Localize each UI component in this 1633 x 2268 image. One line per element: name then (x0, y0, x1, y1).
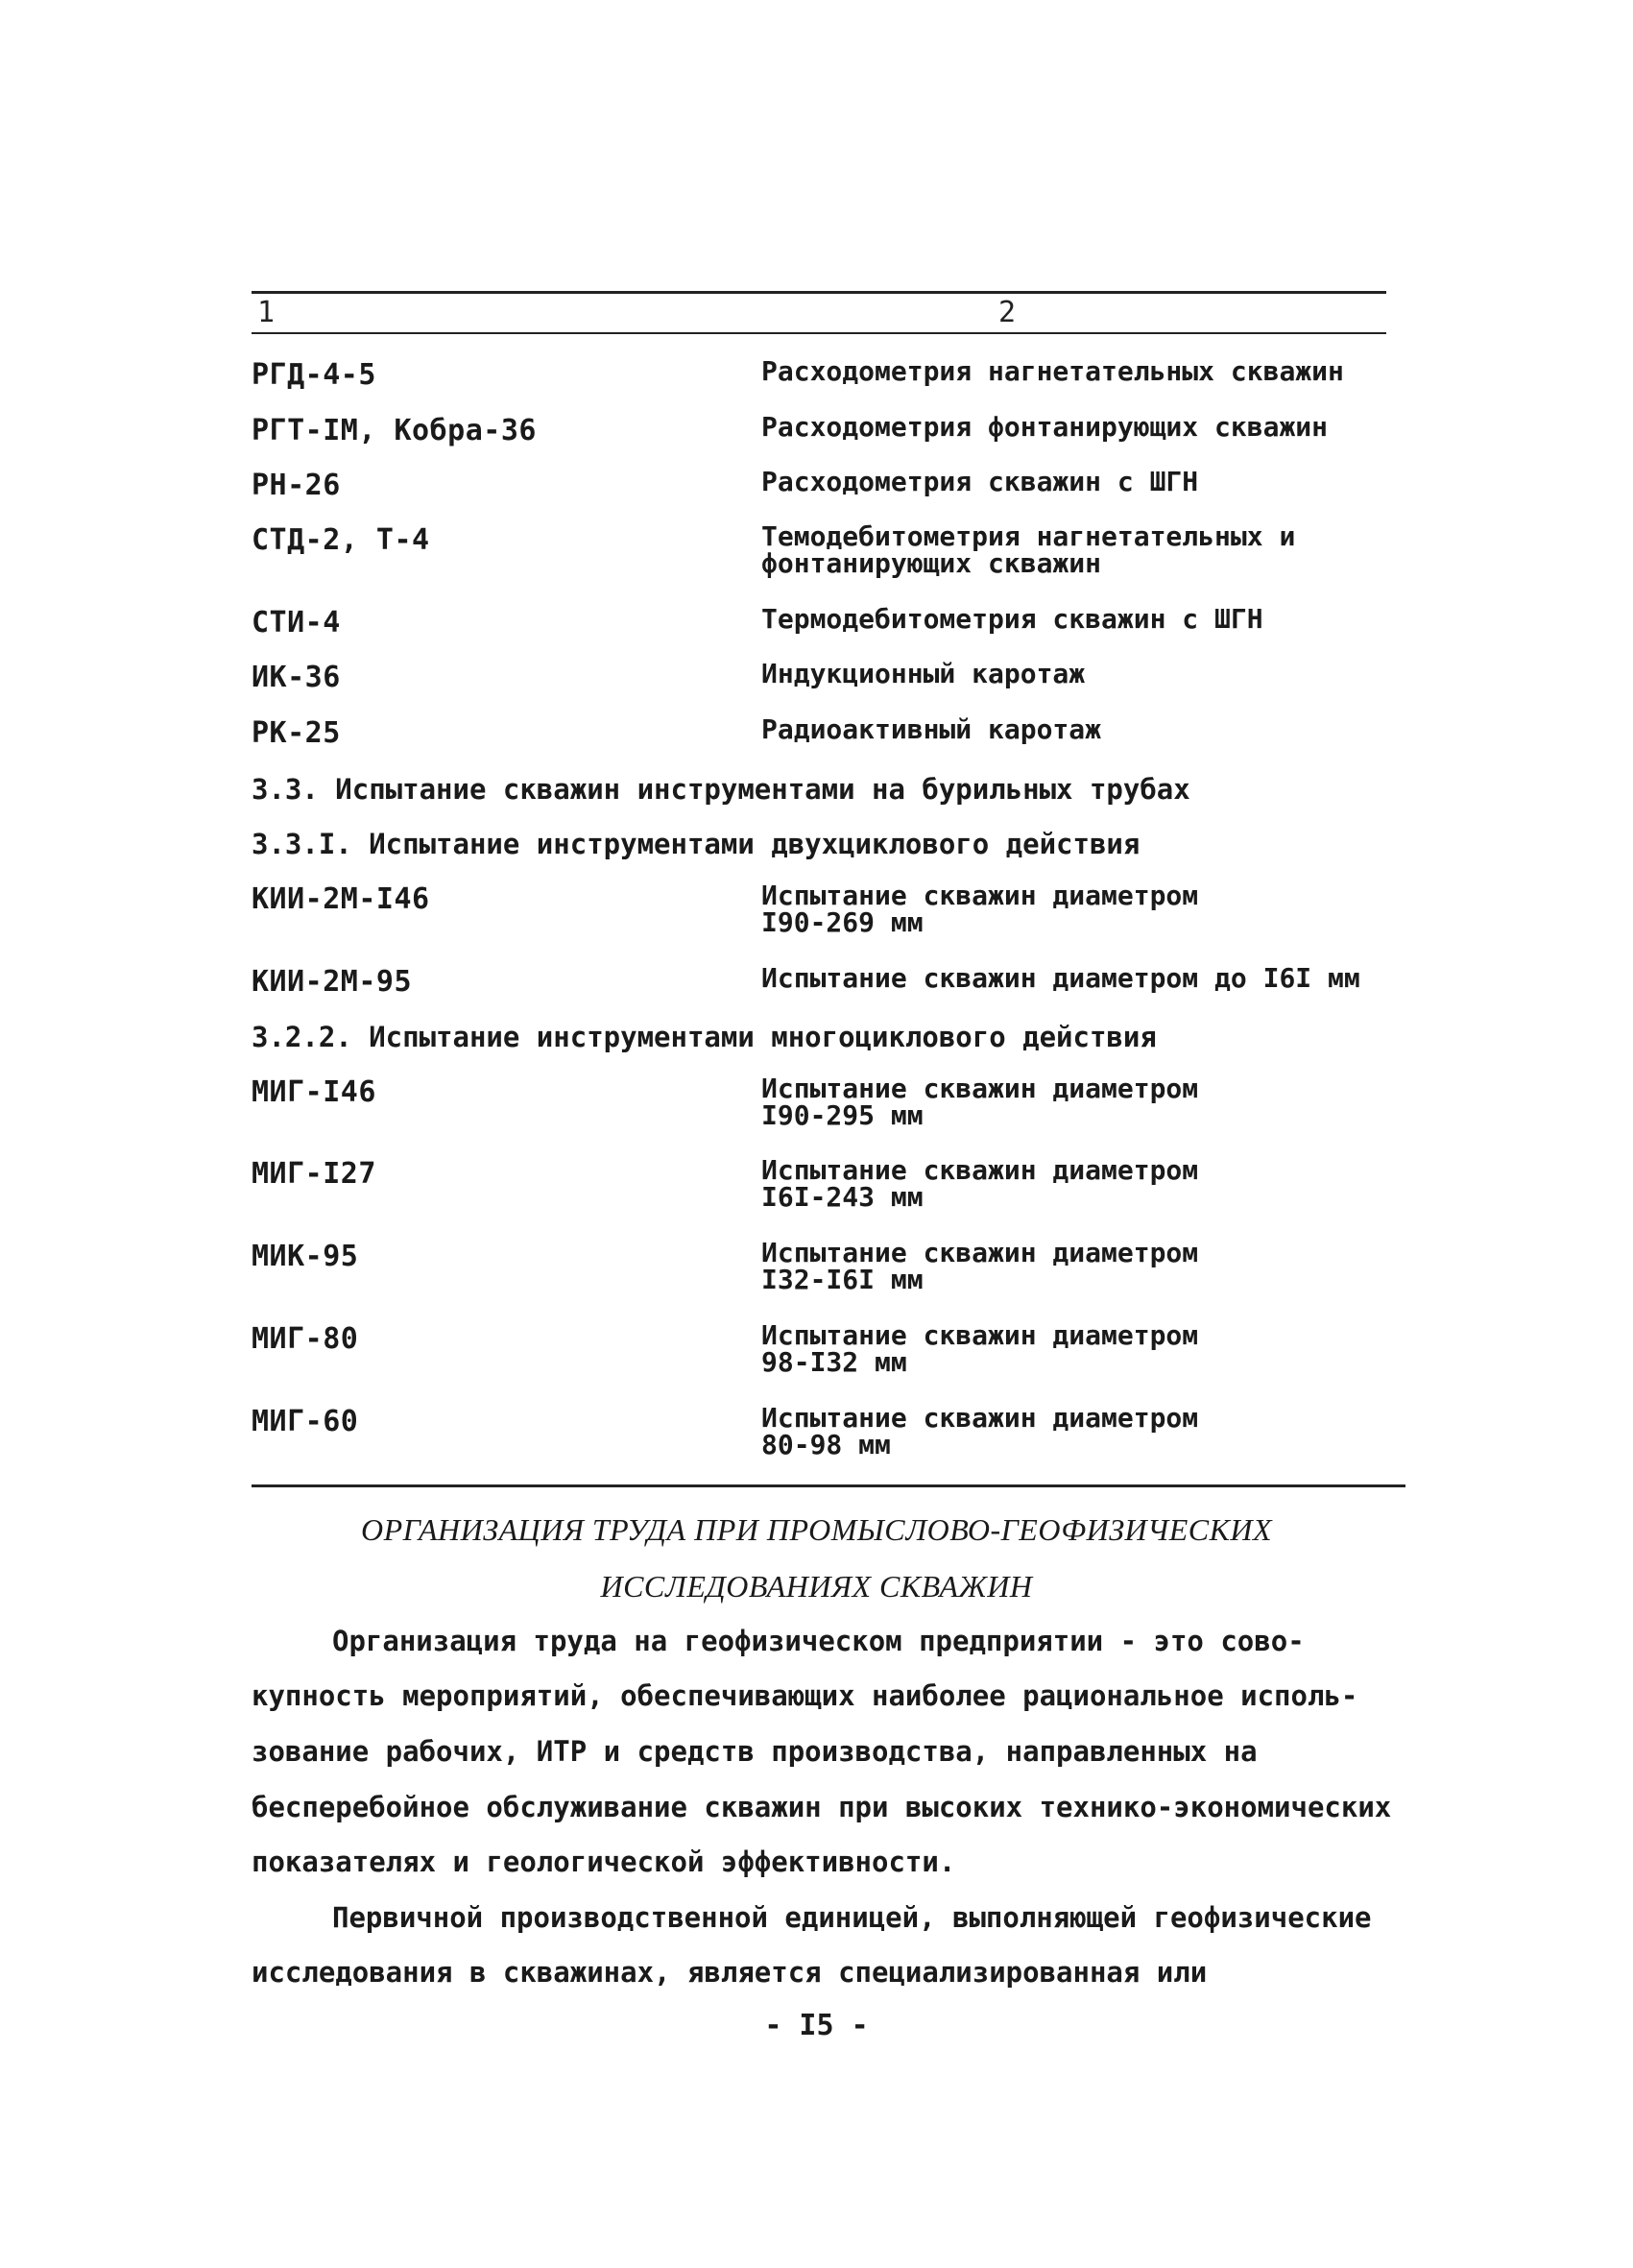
description-line: Расходометрия нагнетательных скважин (761, 355, 1344, 387)
section-title-line1: ОРГАНИЗАЦИЯ ТРУДА ПРИ ПРОМЫСЛОВО-ГЕОФИЗИЧЕСКИХ (361, 1512, 1272, 1547)
description-line: Испытание скважин диаметром (761, 1073, 1199, 1104)
device-description (761, 1319, 1414, 1378)
description-line: Испытание скважин диаметром (761, 880, 1199, 911)
device-code: МИГ-60 (252, 1405, 359, 1438)
section-heading-3-3-1: 3.3.I. Испытание инструментами двухциклового действия (252, 828, 1141, 860)
description-line: 80-98 мм (761, 1429, 891, 1460)
table-header-rule (252, 332, 1386, 334)
device-code: СТИ-4 (252, 606, 341, 639)
description-line: Расходометрия скважин с ШГН (761, 466, 1199, 497)
device-description (761, 411, 1414, 443)
device-description (761, 713, 1414, 745)
description-line: фонтанирующих скважин (761, 547, 1102, 579)
paragraph-line: Организация труда на геофизическом предприятии - это сово- (332, 1625, 1305, 1657)
section-heading-3-3: 3.3. Испытание скважин инструментами на бурильных трубах (252, 773, 1190, 806)
device-description (761, 1402, 1414, 1460)
description-line: Индукционный каротаж (761, 658, 1086, 689)
device-code: МИГ-I27 (252, 1157, 376, 1191)
description-line: Испытание скважин диаметром до I6I мм (761, 962, 1360, 994)
description-line: Испытание скважин диаметром (761, 1237, 1199, 1268)
description-line: I32-I6I мм (761, 1264, 924, 1295)
description-line: Расходометрия фонтанирующих скважин (761, 411, 1329, 443)
paragraph-line: бесперебойное обслуживание скважин при высоких технико-экономических (252, 1791, 1392, 1823)
device-description (761, 962, 1414, 994)
description-line: I90-295 мм (761, 1099, 924, 1131)
paragraph-line: зование рабочих, ИТР и средств производства, направленных на (252, 1735, 1258, 1768)
device-description (761, 355, 1414, 387)
device-code: РГТ-IM, Кобра-36 (252, 414, 537, 447)
device-description (761, 603, 1414, 635)
device-code: МИГ-80 (252, 1322, 359, 1356)
device-code: РН-26 (252, 469, 341, 502)
table-top-rule (252, 291, 1386, 294)
description-line: 98-I32 мм (761, 1346, 907, 1378)
section-heading-3-2-2: 3.2.2. Испытание инструментами многоциклового действия (252, 1021, 1157, 1053)
device-description (761, 658, 1414, 689)
device-code: МИГ-I46 (252, 1075, 376, 1109)
device-description (761, 520, 1414, 579)
device-description (761, 1237, 1414, 1295)
device-code: РК-25 (252, 716, 341, 750)
device-code: КИИ-2М-95 (252, 965, 413, 999)
description-line: Испытание скважин диаметром (761, 1319, 1199, 1351)
device-description (761, 1154, 1414, 1213)
page-number: - I5 - (764, 2009, 869, 2042)
description-line: I6I-243 мм (761, 1181, 924, 1213)
device-code: РГД-4-5 (252, 358, 376, 392)
paragraph-line: Первичной производственной единицей, выполняющей геофизические (332, 1901, 1372, 1934)
device-code: МИК-95 (252, 1240, 359, 1273)
description-line: Термодебитометрия скважин с ШГН (761, 603, 1263, 635)
description-line: Испытание скважин диаметром (761, 1402, 1199, 1434)
table-header-col1: 1 (257, 296, 276, 329)
paragraph-line: исследования в скважинах, является специализированная или (252, 1956, 1208, 1989)
device-description (761, 466, 1414, 497)
device-description (761, 1075, 1414, 1129)
description-line: Темодебитометрия нагнетательных и (761, 520, 1296, 552)
paragraph-line: показателях и геологической эффективности. (252, 1846, 956, 1878)
description-line: Испытание скважин диаметром (761, 1154, 1199, 1186)
device-code: ИК-36 (252, 661, 341, 694)
device-description (761, 882, 1414, 936)
description-line: Радиоактивный каротаж (761, 713, 1102, 745)
table-header-col2: 2 (998, 296, 1017, 329)
device-code: СТД-2, Т-4 (252, 523, 430, 557)
paragraph-line: купность мероприятий, обеспечивающих наиболее рациональное исполь- (252, 1679, 1358, 1712)
section-title-line2: ИССЛЕДОВАНИЯХ СКВАЖИН (600, 1569, 1033, 1604)
table-bottom-rule (252, 1484, 1405, 1487)
device-code: КИИ-2М-I46 (252, 882, 430, 916)
description-line: I90-269 мм (761, 906, 924, 938)
